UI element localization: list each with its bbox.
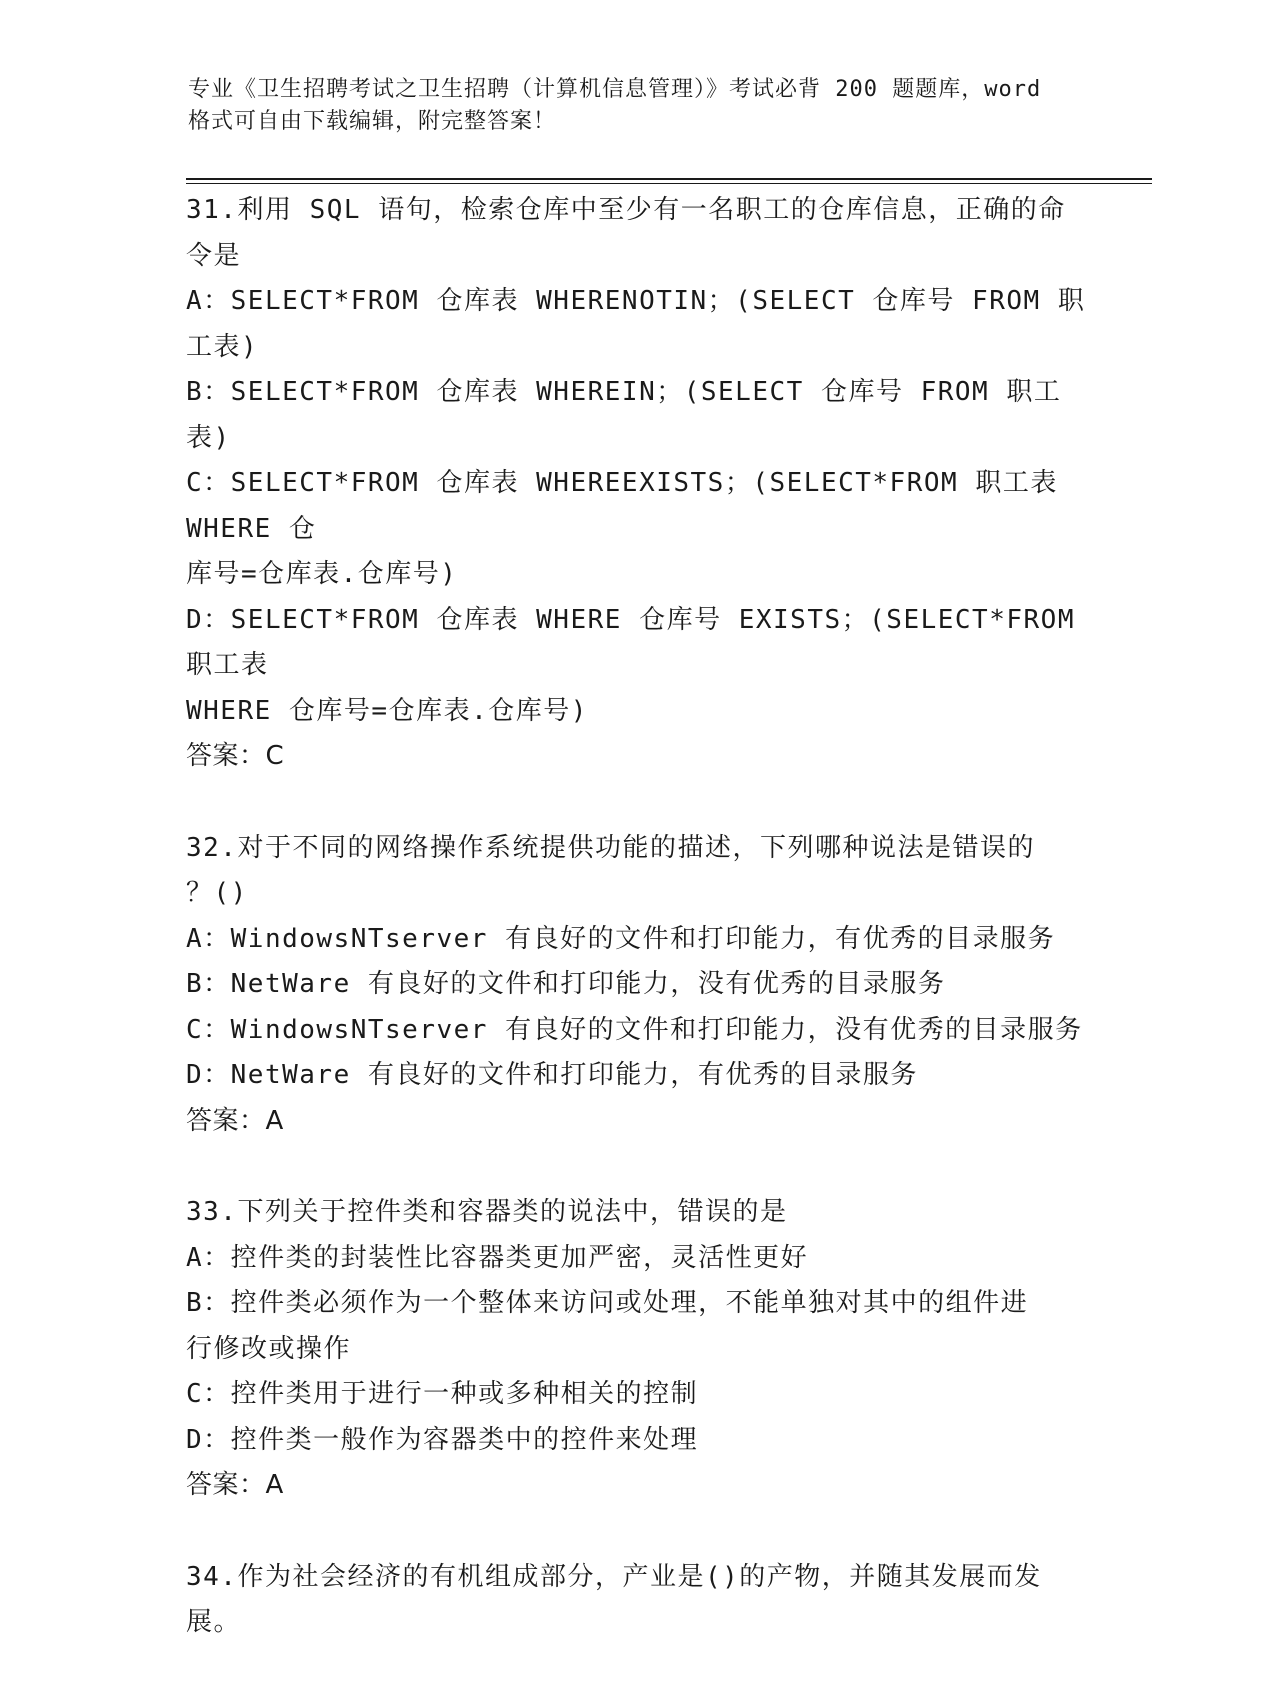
- header-divider-thin: [186, 183, 1152, 184]
- question-stem: 33.下列关于控件类和容器类的说法中，错误的是: [186, 1197, 788, 1227]
- answer-option: B：NetWare 有良好的文件和打印能力，没有优秀的目录服务: [186, 969, 946, 999]
- question-stem: 令是: [186, 240, 242, 271]
- answer-option: C：WindowsNTserver 有良好的文件和打印能力，没有优秀的目录服务: [186, 1014, 1083, 1045]
- question-stem: ？(): [186, 878, 248, 908]
- answer-option: D：控件类一般作为容器类中的控件来处理: [186, 1424, 699, 1455]
- answer-key: 答案：C: [186, 741, 285, 771]
- answer-option: C：SELECT*FROM 仓库表 WHEREEXISTS；(SELECT*FROM 职工表 WHERE 仓: [186, 468, 1058, 544]
- answer-option: A：WindowsNTserver 有良好的文件和打印能力，有优秀的目录服务: [186, 923, 1056, 954]
- answer-option: D：NetWare 有良好的文件和打印能力，有优秀的目录服务: [186, 1060, 918, 1090]
- answer-option: A：SELECT*FROM 仓库表 WHERENOTIN；(SELECT 仓库号 FROM 职工表): [186, 286, 1086, 362]
- question-stem: 展。: [186, 1607, 242, 1637]
- question-list: [186, 188, 1086, 1692]
- header-line-2: 格式可自由下载编辑，附完整答案！: [188, 109, 557, 134]
- question-block: [186, 188, 1086, 780]
- question-stem: 32.对于不同的网络操作系统提供功能的描述，下列哪种说法是错误的: [186, 832, 1035, 863]
- question-block: [186, 1555, 1086, 1646]
- header-divider-thick: [186, 178, 1152, 180]
- question-stem: 31.利用 SQL 语句，检索仓库中至少有一名职工的仓库信息，正确的命: [186, 195, 1066, 225]
- answer-option: D：SELECT*FROM 仓库表 WHERE 仓库号 EXISTS；(SELECT*FROM 职工表: [186, 604, 1075, 680]
- document-header: [188, 74, 1088, 138]
- answer-option: A：控件类的封装性比容器类更加严密，灵活性更好: [186, 1242, 809, 1273]
- answer-option: WHERE 仓库号=仓库表.仓库号): [186, 695, 588, 726]
- answer-key: 答案：A: [186, 1105, 284, 1136]
- question-stem: 34.作为社会经济的有机组成部分，产业是()的产物，并随其发展而发: [186, 1561, 1042, 1592]
- answer-option: B：SELECT*FROM 仓库表 WHEREIN；(SELECT 仓库号 FROM 职工表): [186, 377, 1062, 453]
- question-block: [186, 1190, 1086, 1509]
- question-block: [186, 826, 1086, 1145]
- answer-key: 答案：A: [186, 1470, 284, 1500]
- answer-option: C：控件类用于进行一种或多种相关的控制: [186, 1379, 699, 1409]
- header-line-1: 专业《卫生招聘考试之卫生招聘（计算机信息管理）》考试必背 200 题题库，word: [188, 77, 1042, 102]
- answer-option: B：控件类必须作为一个整体来访问或处理，不能单独对其中的组件进: [186, 1288, 1029, 1318]
- answer-option: 库号=仓库表.仓库号): [186, 559, 458, 589]
- answer-option: 行修改或操作: [186, 1333, 352, 1364]
